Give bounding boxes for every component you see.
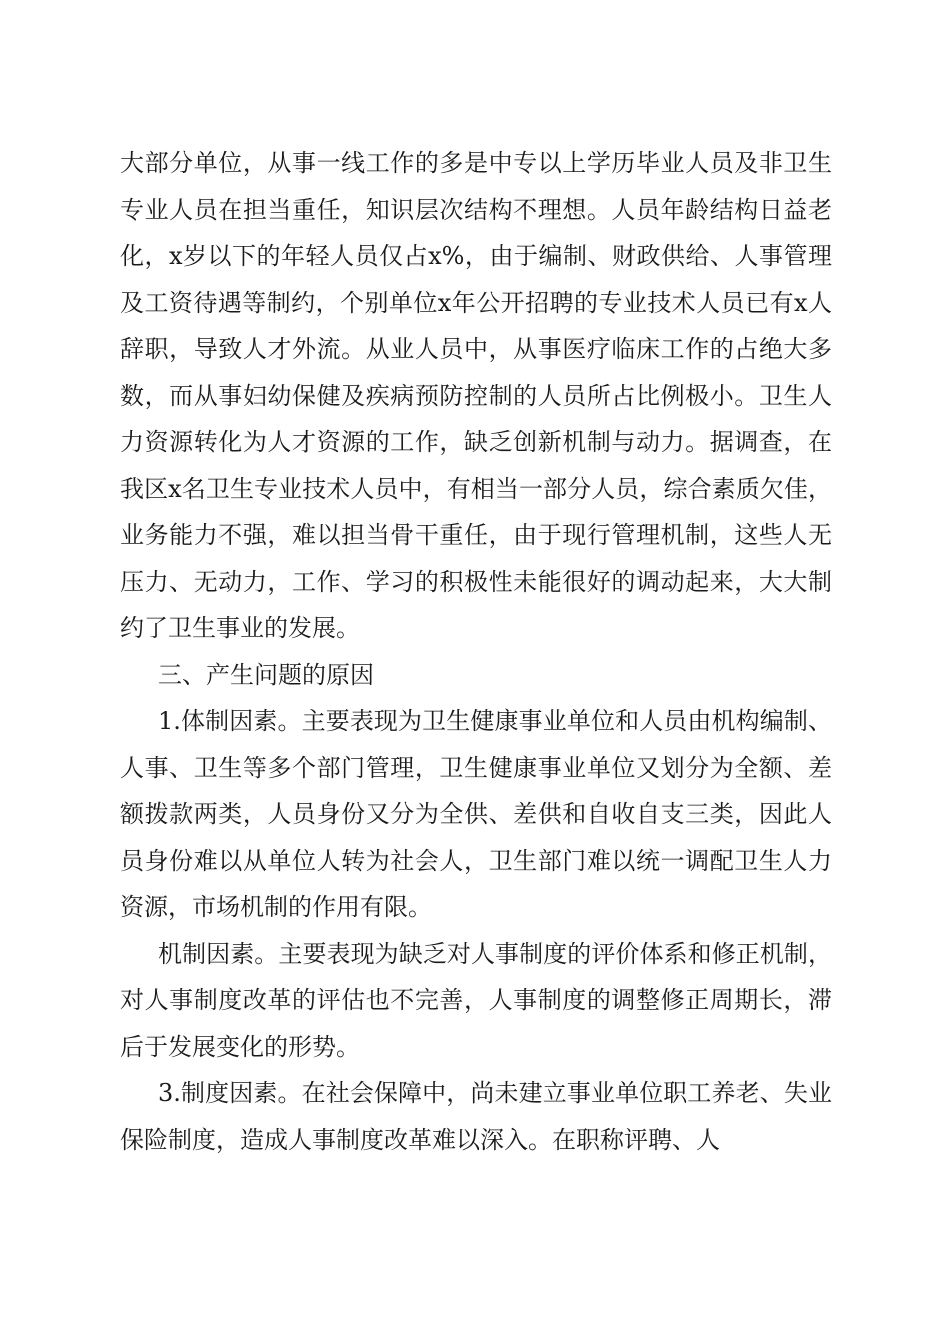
paragraph-mechanism-factor: 机制因素。主要表现为缺乏对人事制度的评价体系和修正机制，对人事制度改革的评估也不完善，人事制度的调整修正周期长，滞后于发展变化的形势。 bbox=[120, 939, 832, 1061]
paragraph-system-factor: 1.体制因素。主要表现为卫生健康事业单位和人员由机构编制、人事、卫生等多个部门管理，卫生健康事业单位又划分为全额、差额拨款两类，人员身份又分为全供、差供和自收自支三类，因此人员身份难以从单位人转为社会人，卫生部门难以统一调配卫生人力资源，市场机制的作用有限。 bbox=[120, 707, 832, 921]
paragraph-policy-factor: 3.制度因素。在社会保障中，尚未建立事业单位职工养老、失业保险制度，造成人事制度改革难以深入。在职称评聘、人 bbox=[120, 1079, 832, 1154]
paragraph-continuation: 大部分单位，从事一线工作的多是中专以上学历毕业人员及非卫生专业人员在担当重任，知识层次结构不理想。人员年龄结构日益老化，x岁以下的年轻人员仅占x%，由于编制、财政供给、人事管理及工资待遇等制约，个别单位x年公开招聘的专业技术人员已有x人辞职，导致人才外流。从业人员中，从事医疗临床工作的占绝大多数，而从事妇幼保健及疾病预防控制的人员所占比例极小。卫生人力资源转化为人才资源的工作，缺乏创新机制与动力。据调查，在我区x名卫生专业技术人员中，有相当一部分人员，综合素质欠佳，业务能力不强，难以担当骨干重任，由于现行管理机制，这些人无压力、无动力，工作、学习的积极性未能很好的调动起来，大大制约了卫生事业的发展。 bbox=[120, 149, 832, 642]
document-body bbox=[120, 140, 832, 1163]
section-heading: 三、产生问题的原因 bbox=[158, 660, 374, 689]
